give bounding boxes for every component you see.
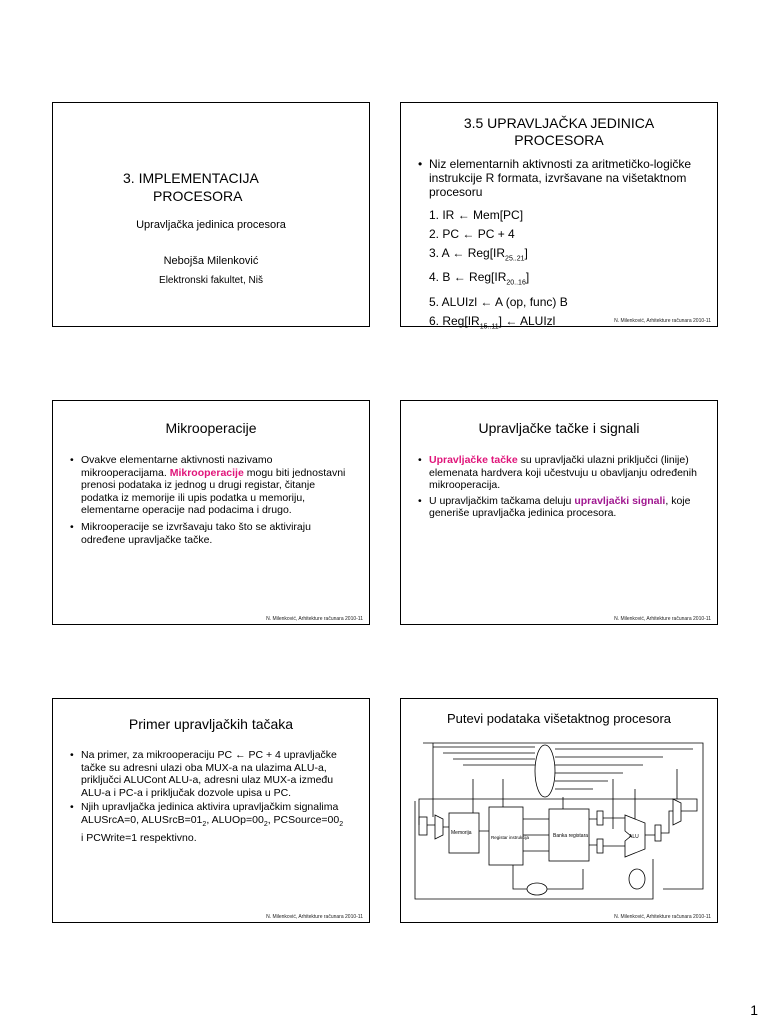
highlight-term: Upravljačke tačke — [429, 454, 518, 466]
slide-6 — [400, 698, 718, 923]
left-arrow-icon: ← — [462, 227, 475, 241]
left-arrow-icon: ← — [235, 749, 246, 761]
step-5: 5. ALUIzl ← A (op, func) B — [429, 294, 568, 309]
slide-6-title: Putevi podataka višetaktnog procesora — [446, 711, 672, 726]
slide-footer: N. Milenković, Arhitekture računara 2010-11 — [266, 914, 363, 920]
bullet-1: • Upravljačke tačke su upravljački ulazni priključci (linije) elemenata hardvera koji učestvuju u obavljanju određenih mikrooperacija. — [417, 454, 701, 492]
datapath-diagram — [413, 739, 707, 909]
slide-footer: N. Milenković, Arhitekture računara 2010-11 — [614, 616, 711, 622]
step-1: 1. IR ← Mem[PC] — [429, 208, 524, 222]
memory-label: Memorija — [451, 830, 472, 836]
slide-3-title: Mikrooperacije — [165, 420, 257, 436]
slide-2-bullets — [417, 157, 705, 199]
slide-footer: N. Milenković, Arhitekture računara 2010-11 — [266, 616, 363, 622]
pc-register — [419, 817, 427, 835]
left-arrow-icon: ← — [505, 313, 518, 328]
title-line-2: PROCESORA — [153, 188, 243, 204]
slide-1-subtitle: Upravljačka jedinica procesora — [136, 219, 286, 231]
step-6: 6. $Reg[IR_{15..11}]$ ← ALUIzl — [429, 313, 556, 331]
step-3: 3. A ← $Reg[IR_{25..21}]$ — [429, 246, 528, 263]
slide-1-title — [123, 169, 259, 205]
bullet-1: • Ovakve elementarne aktivnosti nazivamo mikrooperacijama. Mikrooperacije mogu biti jednostavni prenosi podataka iz jednog u drugi registar, čitanje podatka iz memorije ili upis podatka u memoriju, elementarne operacije nad podacima i drugo. — [69, 454, 355, 517]
slide-4 — [400, 400, 718, 625]
alu-label: ALU — [629, 834, 639, 840]
title-line-1: 3.5 UPRAVLJAČKA JEDINICA — [463, 115, 655, 131]
page-number: 1 — [750, 1002, 758, 1018]
title-line-2: PROCESORA — [514, 132, 604, 148]
step-2: 2. PC ← PC + 4 — [429, 227, 515, 241]
slide-5-title: Primer upravljačkih tačaka — [128, 716, 294, 732]
instruction-register-label: Registar instrukcija — [491, 835, 530, 840]
slide-footer: N. Milenković, Arhitekture računara 2010-11 — [614, 914, 711, 920]
slide-1 — [52, 102, 370, 327]
slide-1-author: Nebojša Milenković — [163, 255, 259, 267]
highlight-term: Mikrooperacije — [169, 466, 244, 479]
slide-2 — [400, 102, 718, 331]
slide-1-affiliation: Elektronski fakultet, Niš — [159, 275, 263, 286]
highlight-term: upravljački signali — [574, 494, 666, 507]
title-line-1: 3. IMPLEMENTACIJA — [123, 170, 259, 186]
slide-4-title: Upravljačke tačke i signali — [478, 420, 640, 436]
left-arrow-icon: ← — [457, 208, 470, 222]
slide-5 — [52, 698, 370, 923]
slide-2-title — [401, 115, 717, 149]
left-arrow-icon: ← — [480, 294, 493, 309]
bullet-1: • Na primer, za mikrooperaciju PC ← PC + 4 upravljačke tačke su adresni ulazi oba MUX-a na ulazima ALU-a, priključci ALUCont ALU-a, adresni ulaz MUX-a između ALU-a i PC-a i priključak dozvole upisa u PC. — [69, 749, 347, 799]
register-bank-label: Banka registara — [553, 833, 589, 839]
left-arrow-icon: ← — [452, 246, 465, 260]
bullet-2: • Njih upravljačka jedinica aktivira upravljačkim signalima ALUSrcA=0, $ALUSrcB=01_2$, $ALUOp=00_2$, $PCSource=00_2$ i PCWrite=1 respektivno. — [69, 801, 347, 844]
slide-3-bullets — [69, 454, 355, 546]
bullet-2: • Mikrooperacije se izvršavaju tako što se aktiviraju određene upravljačke tačke. — [69, 521, 355, 546]
bullet-2: • U upravljačkim tačkama deluju upravljački signali, koje generiše upravljačka jedinica procesora. — [417, 495, 701, 520]
left-arrow-icon: ← — [453, 270, 466, 285]
slide-5-bullets — [69, 749, 347, 844]
slide-4-bullets — [417, 454, 701, 520]
bullet: • Niz elementarnih aktivnosti za aritmetičko-logičke instrukcije R formata, izvršavane na višetaktnom procesoru — [417, 157, 705, 199]
control-unit-shape — [535, 745, 555, 797]
step-4: 4. B ← $Reg[IR_{20..16}]$ — [429, 270, 530, 287]
slide-3 — [52, 400, 370, 625]
slide-footer: N. Milenković, Arhitekture računara 2010-11 — [614, 318, 711, 324]
step-list — [429, 206, 568, 336]
